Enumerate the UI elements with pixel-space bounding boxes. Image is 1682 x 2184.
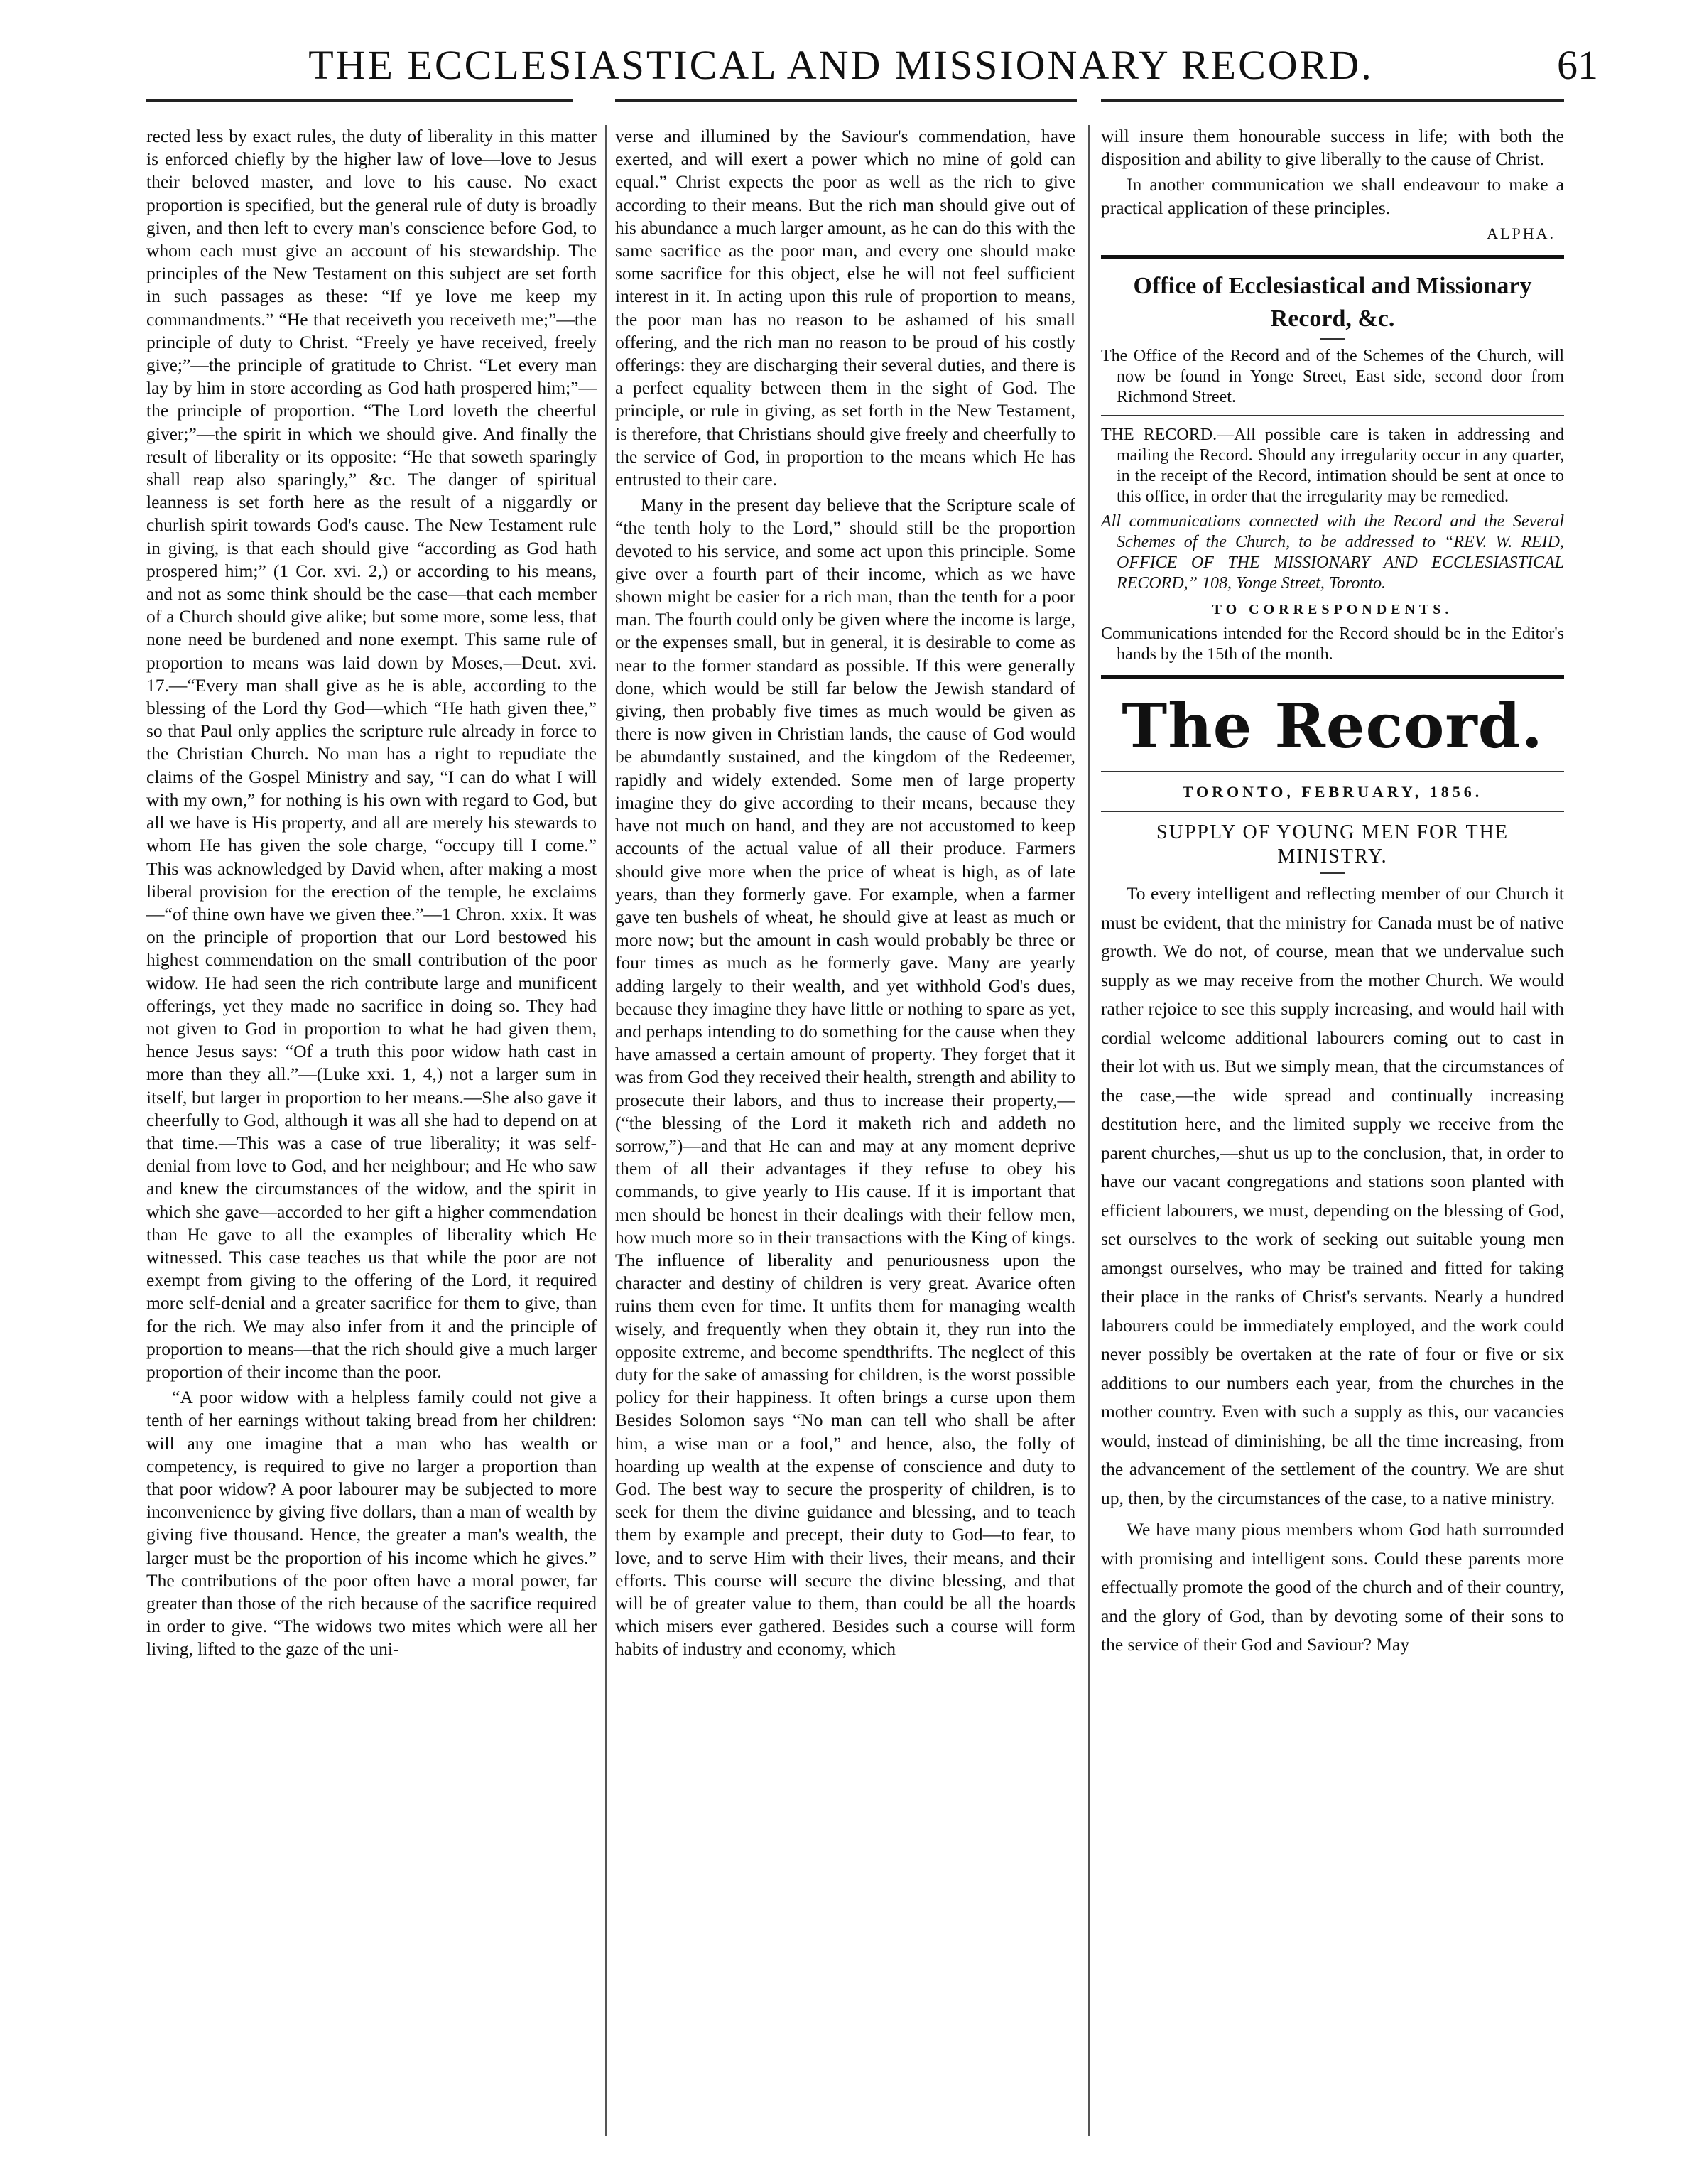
article-paragraph: “A poor widow with a helpless family could not give a tenth of her earnings without taking bread from her children: will any one imagine that a man who has wealth or competency, is required to give no larger a proportion than that poor widow? A poor labourer may be subjected to more inconvenience by giving five dollars, than a man of wealth by giving five thousand. Hence, the greater a man's wealth, the larger must be the proportion of his income which he gives.” The contributions of the poor often have a moral power, far greater than those of the rich because of the sacrifice required in order to give. “The widows two mites which were all her living, lifted to the gaze of the uni- (146, 1387, 597, 1660)
article-paragraph: rected less by exact rules, the duty of liberality in this matter is enforced chiefly by the higher law of love—love to Jesus their beloved master, and love to his cause. No exact proportion is specified, but the general rule of duty is broadly given, and then left to every man's conscience before God, to whom each must give an account of his stewardship. The principles of the New Testament on this subject are set forth in such passages as these: “If ye love me keep my commandments.” “He that receiveth you receiveth me;”—the principle of duty to Christ. “Freely ye have received, freely give;”—the principle of gratitude to Christ. “Let every man lay by him in store according as God hath prospered him;”—the principle of proportion. “The Lord loveth the cheerful giver;”—the spirit in which we should give. And finally the result of liberality or its opposite: “He that soweth sparingly shall reap also sparingly,” &c. The danger of spiritual leanness is set forth here as the result of a niggardly or churlish spirit towards God's cause. The New Testament rule in giving, is that each should give “according as God hath prospered him;” (1 Cor. xvi. 2,) or according to his means, and not as some think should be the case—that each member of a Church should give alike; but some more, some less, that none need be burdened and none exempt. This same rule of proportion to means was laid down by Moses,—Deut. xvi. 17.—“Every man shall give as he is able, according to the blessing of the Lord thy God—which “He hath given thee,” so that Paul only applies the scripture rule already in force to the Christian Church. No man has a right to repudiate the claims of the Gospel Ministry and say, “I can do what I will with my own,” for nothing is his own with regard to God, but all we have is His property, and all are merely his stewards to whom He has given the sole charge, “occupy till I come.” This was acknowledged by David when, after making a most liberal provision for the erection of the temple, he exclaims—“of thine own have we given thee.”—1 Chron. xxix. It was on the principle of proportion that our Lord bestowed his highest commendation on the small contribution of the poor widow. He had seen the rich contribute large and munificent offerings, yet they made no sacrifice in doing so. They had not given to God in proportion to what he had given them, hence Jesus says: “Of a truth this poor widow hath cast in more than they all.”—(Luke xxi. 1, 4,) not a larger sum in itself, but larger in proportion to her means.—She also gave it cheerfully to God, although it was all she had to depend on at that time.—This was a case of true liberality; it was self-denial from love to God, and her neighbour; and He who saw and knew the circumstances of the widow, and the spirit in which she gave—accorded to her gift a higher commendation than He gave to all the examples of liberality which He witnessed. This case teaches us that while the poor are not exempt from giving to the offering of the Lord, it required more self-denial and a greater sacrifice for them to give, than for the rich. We may also infer from it and the principle of proportion to means—that the rich should give a much larger proportion of their income than the poor. (146, 126, 597, 1382)
article-paragraph: verse and illumined by the Saviour's commendation, have exerted, and will exert a power which no mine of gold can equal.” Christ expects the poor as well as the rich to give according to their means. But the rich man should give out of his abundance a much larger amount, as he can do this with the same sacrifice as the poor man, and every one should make some sacrifice for this object, else he will not feel sufficient interest in it. In acting upon this rule of proportion to means, the poor man has no reason to be ashamed of his small offering, and the rich man no reason to be proud of his costly offerings: they are discharging their several duties, and there is a perfect equality between them in the sight of God. The principle, or rule in giving, as set forth in the New Testament, is therefore, that Christians should give freely and cheerfully to the service of God, in proportion to the means which He has entrusted to their care. (615, 126, 1075, 490)
correspondents-note: Communications intended for the Record should be in the Editor's hands by the 15th of the month. (1101, 625, 1564, 664)
record-notice: THE RECORD.—All possible care is taken in addressing and mailing the Record. Should any irregularity occur in any quarter, in the receipt of the Record, intimation should be sent at once to this office, in order that the irregularity may be remedied. (1101, 426, 1564, 507)
office-notice: The Office of the Record and of the Schemes of the Church, will now be found in Yonge Street, East side, second door from Richmond Street. (1101, 347, 1564, 407)
header-rule-middle (615, 99, 1077, 102)
column-2 (615, 125, 1075, 2150)
section-heading: SUPPLY OF YOUNG MEN FOR THE MINISTRY. (1156, 821, 1509, 868)
signature: ALPHA. (1487, 224, 1556, 242)
record-masthead: The Record. (1122, 691, 1543, 763)
dateline-rule-top (1101, 771, 1564, 772)
article-paragraph: In another communication we shall endeavour to make a practical application of these principles. (1101, 174, 1564, 218)
article-paragraph: Many in the present day believe that the Scripture scale of “the tenth holy to the Lord,” should still be the proportion devoted to his service, and some act upon this principle. Some give over a fourth part of their income, which as we have shown might be easier for a rich man, than the tenth for a poor man. The fourth could only be given where the income is large, or the expenses small, but in general, it is desirable to come as near to the former standard as possible. If this were generally done, which would be still far below the Jewish standard of giving, then probably five times as much would be given as there is now given in Christian lands, the cause of God would be abundantly sustained, and the kingdom of the Redeemer, rapidly and widely extended. Some men of large property imagine they do give according to their means, because they have not much on hand, and they are not accustomed to keep accounts of the actual value of all their produce. Farmers should give more when the price of wheat is high, as of late years, than they formerly gave. For example, when a farmer gave ten bushels of wheat, he should give at least as much or more now; but the amount in cash would probably be three or four times as much as he formerly gave. Many are yearly adding largely to their wealth, and yet withhold God's dues, because they imagine they have little or nothing to spare as yet, and perhaps intending to do something for the cause when they have amassed a certain amount of property. They forget that it was from God they received their health, strength and ability to prosecute their labors, and thus to increase their property,—(“the blessing of the Lord it maketh rich and addeth no sorrow,”)—and that He can and may at any moment deprive them of all their advantages if they refuse to obey his commands, to give yearly to His cause. If it is important that men should be honest in their dealings with their fellow men, how much more so in their transactions with the King of kings. The influence of liberality and penuriousness upon the character and destiny of children is very great. Avarice often ruins them even for time. It unfits them for managing wealth wisely, and frequently when they obtain it, they run into the opposite extreme, and become spendthrifts. The neglect of this duty for the sake of amassing for children, is the worst possible policy for their happiness. It often brings a curse upon them Besides Solomon says “No man can tell who shall be after him, a wise man or a fool,” and hence, also, the folly of hoarding up wealth at the expense of conscience and duty to God. The best way to secure the prosperity of children, is to seek for them the divine guidance and blessing, and to teach them by example and precept, their duty to God—to fear, to love, and to serve Him with their lives, their means, and their efforts. This course will secure the divine blessing, and that will be of greater value to them, than could be all the hoards which misers ever gathered. Besides such a course will form habits of industry and economy, which (615, 494, 1075, 1660)
correspondents-heading: TO CORRESPONDENTS. (1212, 602, 1453, 618)
article-paragraph: To every intelligent and reflecting member of our Church it must be evident, that the ministry for Canada must be of native growth. We do not, of course, mean that we undervalue such supply as we may receive from the mother Church. We would rather rejoice to see this supply increasing, and would hail with cordial welcome additional labourers coming out to cast in their lot with us. But we simply mean, that the circumstances of the case,—the wide spread and continually increasing destitution here, and the limited supply we receive from the parent churches,—shut us up to the conclusion, that, in order to have our vacant congregations and stations soon planted with efficient labourers, we must, depending on the blessing of God, set ourselves to the work of seeking out suitable young men amongst ourselves, who may be trained and fitted for taking their place in the ranks of Christ's servants. Nearly a hundred labourers could be immediately employed, and the work could never possibly be overtaken at the rate of four or five or six additions to our numbers each year, from the churches in the mother country. Even with such a supply as this, our vacancies would, instead of diminishing, be all the time increasing, from the advancement of the settlement of the country. We are shut up, then, by the circumstances of the case, to a native ministry. (1101, 883, 1564, 1508)
page-number: 61 (1557, 42, 1598, 88)
column-rule-1 (605, 125, 607, 2136)
article-paragraph: We have many pious members whom God hath surrounded with promising and intelligent sons. Could these parents more effectually promote the good of the church and of their country, and the glory of God, than by devoting some of their sons to the service of their God and Saviour? May (1101, 1519, 1564, 1655)
short-rule (1320, 872, 1345, 874)
column-1 (146, 125, 597, 2150)
header-rule-right (1101, 99, 1564, 102)
column-rule-2 (1088, 125, 1090, 2136)
masthead-rule (1101, 675, 1564, 679)
notice-rule (1101, 415, 1564, 416)
column-3 (1101, 125, 1564, 2150)
dateline: TORONTO, FEBRUARY, 1856. (1182, 783, 1483, 801)
header-rule-left (146, 99, 573, 102)
dateline-rule-bottom (1101, 811, 1564, 812)
section-rule (1101, 255, 1564, 259)
office-heading: Office of Ecclesiastical and Missionary Record, &c. (1133, 273, 1532, 333)
article-paragraph: will insure them honourable success in life; with both the disposition and ability to give liberally to the cause of Christ. (1101, 126, 1564, 170)
journal-title: THE ECCLESIASTICAL AND MISSIONARY RECORD. (308, 42, 1374, 88)
communications-notice: All communications connected with the Record and the Several Schemes of the Church, to be addressed to “REV. W. REID, OFFICE OF THE MISSIONARY AND ECCLESIASTICAL RECORD,” 108, Yonge Street, Toronto. (1101, 512, 1564, 593)
short-rule (1320, 338, 1345, 340)
